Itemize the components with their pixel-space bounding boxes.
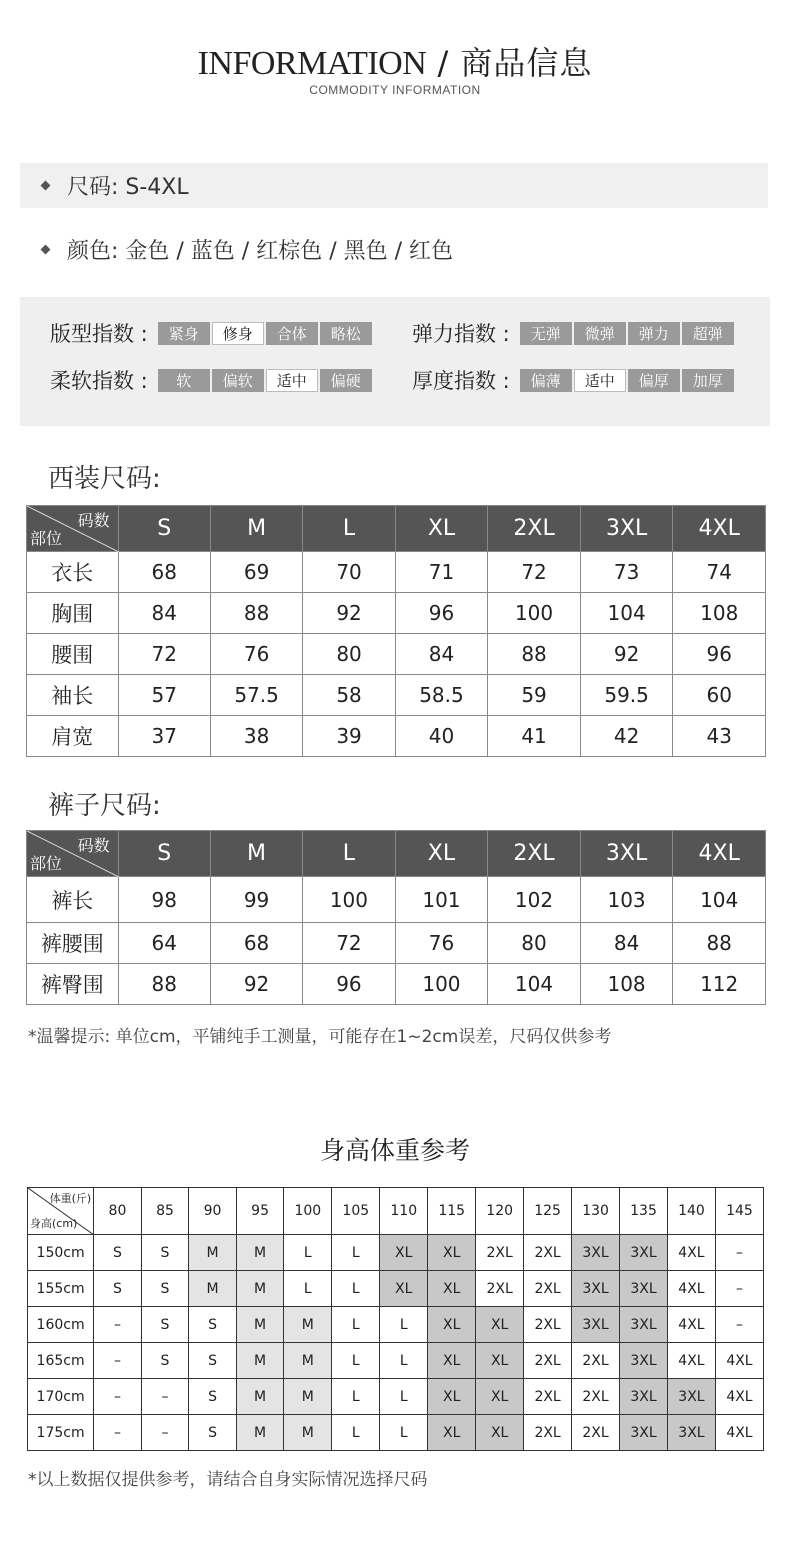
size-value-cell: 2XL <box>572 1379 620 1415</box>
size-value-cell: 4XL <box>715 1343 763 1379</box>
value-cell: 42 <box>580 716 673 757</box>
size-value-cell: – <box>715 1307 763 1343</box>
page-title <box>0 38 790 84</box>
index-options <box>520 322 736 345</box>
value-cell: 96 <box>303 964 396 1005</box>
size-value-cell: S <box>189 1415 237 1451</box>
size-header-cell: XL <box>395 506 488 552</box>
table-row <box>27 593 766 634</box>
index-option-chip: 偏硬 <box>320 369 372 392</box>
value-cell: 84 <box>580 923 673 964</box>
table-row <box>28 1307 764 1343</box>
size-value-cell: XL <box>380 1235 428 1271</box>
color-info-text: 颜色: 金色 / 蓝色 / 红棕色 / 黑色 / 红色 <box>67 239 453 264</box>
value-cell: 37 <box>118 716 210 757</box>
weight-header-cell: 100 <box>284 1188 332 1235</box>
value-cell: 58.5 <box>395 675 488 716</box>
table-row <box>27 675 766 716</box>
value-cell: 100 <box>488 593 581 634</box>
size-value-cell: M <box>236 1343 284 1379</box>
table-header-row <box>28 1188 764 1235</box>
size-header-cell: 2XL <box>488 506 581 552</box>
value-cell: 68 <box>210 923 302 964</box>
size-value-cell: 2XL <box>476 1271 524 1307</box>
size-value-cell: M <box>284 1379 332 1415</box>
suit-size-table <box>26 505 766 757</box>
value-cell: 76 <box>395 923 488 964</box>
value-cell: 108 <box>673 593 766 634</box>
size-value-cell: 2XL <box>524 1415 572 1451</box>
value-cell: 108 <box>580 964 673 1005</box>
corner-bottom-label: 部位 <box>30 529 63 548</box>
value-cell: 76 <box>210 634 303 675</box>
value-cell: 99 <box>210 877 302 923</box>
index-row <box>50 320 374 346</box>
value-cell: 84 <box>118 593 210 634</box>
size-value-cell: 4XL <box>667 1235 715 1271</box>
index-option-chip: 合体 <box>266 322 318 345</box>
size-value-cell: 4XL <box>667 1307 715 1343</box>
table-row <box>28 1415 764 1451</box>
weight-header-cell: 110 <box>380 1188 428 1235</box>
index-row <box>412 367 736 393</box>
value-cell: 73 <box>580 552 673 593</box>
size-value-cell: 2XL <box>524 1271 572 1307</box>
weight-header-cell: 90 <box>189 1188 237 1235</box>
size-header-cell: 4XL <box>673 506 766 552</box>
table-row <box>28 1379 764 1415</box>
size-value-cell: 2XL <box>524 1235 572 1271</box>
size-value-cell: L <box>332 1307 380 1343</box>
value-cell: 88 <box>673 923 766 964</box>
size-value-cell: S <box>141 1307 189 1343</box>
value-cell: 92 <box>210 964 302 1005</box>
table-corner-cell <box>27 506 119 552</box>
value-cell: 92 <box>580 634 673 675</box>
size-value-cell: 3XL <box>572 1271 620 1307</box>
index-label: 弹力指数 : <box>412 322 510 346</box>
size-value-cell: XL <box>476 1343 524 1379</box>
size-value-cell: 3XL <box>572 1307 620 1343</box>
size-value-cell: 2XL <box>524 1343 572 1379</box>
height-label-cell: 160cm <box>28 1307 94 1343</box>
index-option-chip: 超弹 <box>682 322 734 345</box>
size-value-cell: 3XL <box>667 1379 715 1415</box>
size-value-cell: 2XL <box>572 1343 620 1379</box>
table-row <box>27 877 766 923</box>
height-label-cell: 165cm <box>28 1343 94 1379</box>
value-cell: 60 <box>673 675 766 716</box>
weight-header-cell: 105 <box>332 1188 380 1235</box>
part-label-cell: 腰围 <box>27 634 119 675</box>
size-value-cell: L <box>380 1415 428 1451</box>
table-row <box>27 964 766 1005</box>
corner-top-label: 码数 <box>77 511 110 530</box>
size-header-cell: 2XL <box>488 831 581 877</box>
size-header-cell: 3XL <box>580 506 673 552</box>
value-cell: 58 <box>303 675 395 716</box>
size-value-cell: XL <box>428 1271 476 1307</box>
weight-header-cell: 125 <box>524 1188 572 1235</box>
size-value-cell: S <box>94 1271 142 1307</box>
value-cell: 92 <box>303 593 395 634</box>
size-value-cell: L <box>380 1379 428 1415</box>
size-value-cell: 4XL <box>715 1415 763 1451</box>
table-row <box>27 716 766 757</box>
table-row <box>27 552 766 593</box>
size-header-cell: L <box>303 831 396 877</box>
value-cell: 104 <box>488 964 581 1005</box>
index-row <box>50 367 374 393</box>
size-value-cell: S <box>141 1343 189 1379</box>
size-value-cell: XL <box>476 1307 524 1343</box>
size-value-cell: S <box>94 1235 142 1271</box>
size-header-cell: XL <box>395 831 488 877</box>
value-cell: 98 <box>118 877 210 923</box>
size-value-cell: – <box>715 1235 763 1271</box>
index-option-chip: 无弹 <box>520 322 572 345</box>
size-value-cell: M <box>236 1379 284 1415</box>
size-value-cell: XL <box>476 1415 524 1451</box>
size-value-cell: 2XL <box>572 1415 620 1451</box>
size-value-cell: 3XL <box>620 1415 668 1451</box>
value-cell: 72 <box>303 923 396 964</box>
index-label: 版型指数 : <box>50 322 148 346</box>
value-cell: 57.5 <box>210 675 303 716</box>
table-corner-cell <box>28 1188 94 1235</box>
size-value-cell: L <box>380 1343 428 1379</box>
index-option-chip: 修身 <box>212 322 264 345</box>
index-options <box>158 322 374 345</box>
corner-top-label: 码数 <box>77 836 110 855</box>
index-option-chip: 紧身 <box>158 322 210 345</box>
table-header-row <box>27 831 766 877</box>
corner-top-label: 体重(斤) <box>49 1192 92 1205</box>
size-value-cell: L <box>332 1415 380 1451</box>
value-cell: 80 <box>303 634 395 675</box>
part-label-cell: 裤臀围 <box>27 964 119 1005</box>
table-corner-cell <box>27 831 119 877</box>
size-value-cell: XL <box>428 1235 476 1271</box>
size-value-cell: – <box>141 1415 189 1451</box>
size-value-cell: 2XL <box>524 1379 572 1415</box>
suit-size-title: 西装尺码: <box>48 464 161 494</box>
value-cell: 100 <box>303 877 396 923</box>
size-value-cell: – <box>94 1307 142 1343</box>
value-cell: 38 <box>210 716 303 757</box>
size-value-cell: XL <box>428 1379 476 1415</box>
height-weight-title: 身高体重参考 <box>319 1136 470 1165</box>
value-cell: 40 <box>395 716 488 757</box>
size-header-cell: 4XL <box>673 831 766 877</box>
pants-size-table <box>26 830 766 1005</box>
size-value-cell: – <box>94 1343 142 1379</box>
index-label: 厚度指数 : <box>412 369 510 393</box>
value-cell: 84 <box>395 634 488 675</box>
height-label-cell: 170cm <box>28 1379 94 1415</box>
size-value-cell: 3XL <box>620 1235 668 1271</box>
value-cell: 88 <box>118 964 210 1005</box>
size-info-text: 尺码: S-4XL <box>67 175 189 200</box>
size-value-cell: M <box>189 1271 237 1307</box>
size-value-cell: S <box>189 1307 237 1343</box>
value-cell: 101 <box>395 877 488 923</box>
index-option-chip: 偏厚 <box>628 369 680 392</box>
weight-header-cell: 135 <box>620 1188 668 1235</box>
weight-header-cell: 115 <box>428 1188 476 1235</box>
size-value-cell: S <box>189 1343 237 1379</box>
height-label-cell: 175cm <box>28 1415 94 1451</box>
size-value-cell: 3XL <box>620 1271 668 1307</box>
measurement-note: *温馨提示: 单位cm，平铺纯手工测量，可能存在1~2cm误差，尺码仅供参考 <box>28 1027 612 1047</box>
value-cell: 43 <box>673 716 766 757</box>
value-cell: 64 <box>118 923 210 964</box>
reference-note: *以上数据仅提供参考，请结合自身实际情况选择尺码 <box>28 1470 428 1490</box>
part-label-cell: 胸围 <box>27 593 119 634</box>
value-cell: 59.5 <box>580 675 673 716</box>
weight-header-cell: 130 <box>572 1188 620 1235</box>
index-label: 柔软指数 : <box>50 369 148 393</box>
table-row <box>27 634 766 675</box>
size-value-cell: XL <box>428 1343 476 1379</box>
pants-size-title: 裤子尺码: <box>48 791 161 821</box>
page-subtitle: COMMODITY INFORMATION <box>309 83 481 97</box>
table-row <box>28 1235 764 1271</box>
corner-bottom-label: 部位 <box>30 854 63 873</box>
size-value-cell: 3XL <box>667 1415 715 1451</box>
height-label-cell: 150cm <box>28 1235 94 1271</box>
value-cell: 74 <box>673 552 766 593</box>
index-option-chip: 偏软 <box>212 369 264 392</box>
value-cell: 88 <box>488 634 581 675</box>
value-cell: 80 <box>488 923 581 964</box>
index-option-chip: 适中 <box>574 369 626 392</box>
size-value-cell: 3XL <box>620 1343 668 1379</box>
value-cell: 112 <box>673 964 766 1005</box>
title-separator: / <box>426 44 461 82</box>
index-options <box>520 369 736 392</box>
part-label-cell: 裤长 <box>27 877 119 923</box>
size-value-cell: 3XL <box>572 1235 620 1271</box>
size-header-cell: S <box>118 831 210 877</box>
value-cell: 96 <box>395 593 488 634</box>
value-cell: 39 <box>303 716 395 757</box>
value-cell: 72 <box>118 634 210 675</box>
size-header-cell: S <box>118 506 210 552</box>
size-value-cell: M <box>236 1271 284 1307</box>
value-cell: 102 <box>488 877 581 923</box>
weight-header-cell: 145 <box>715 1188 763 1235</box>
size-value-cell: 4XL <box>667 1343 715 1379</box>
size-header-cell: M <box>210 831 302 877</box>
size-header-cell: L <box>303 506 395 552</box>
index-option-chip: 略松 <box>320 322 372 345</box>
size-info-row <box>20 163 768 208</box>
value-cell: 70 <box>303 552 395 593</box>
title-cn: 商品信息 <box>460 44 593 82</box>
weight-header-cell: 95 <box>236 1188 284 1235</box>
size-value-cell: M <box>189 1235 237 1271</box>
value-cell: 104 <box>580 593 673 634</box>
corner-bottom-label: 身高(cm) <box>30 1217 78 1230</box>
table-header-row <box>27 506 766 552</box>
size-value-cell: M <box>236 1415 284 1451</box>
value-cell: 72 <box>488 552 581 593</box>
size-value-cell: S <box>141 1235 189 1271</box>
value-cell: 88 <box>210 593 303 634</box>
index-option-chip: 偏薄 <box>520 369 572 392</box>
size-value-cell: L <box>332 1343 380 1379</box>
part-label-cell: 裤腰围 <box>27 923 119 964</box>
value-cell: 69 <box>210 552 303 593</box>
color-info-row <box>20 227 768 272</box>
size-value-cell: – <box>94 1415 142 1451</box>
index-option-chip: 软 <box>158 369 210 392</box>
part-label-cell: 衣长 <box>27 552 119 593</box>
weight-header-cell: 140 <box>667 1188 715 1235</box>
size-value-cell: XL <box>380 1271 428 1307</box>
size-value-cell: L <box>380 1307 428 1343</box>
value-cell: 57 <box>118 675 210 716</box>
index-options <box>158 369 374 392</box>
size-value-cell: XL <box>476 1379 524 1415</box>
diamond-bullet-icon <box>41 181 51 191</box>
value-cell: 100 <box>395 964 488 1005</box>
index-panel <box>20 297 770 426</box>
index-option-chip: 微弹 <box>574 322 626 345</box>
weight-header-cell: 120 <box>476 1188 524 1235</box>
size-value-cell: S <box>189 1379 237 1415</box>
size-value-cell: L <box>332 1235 380 1271</box>
size-value-cell: 4XL <box>715 1379 763 1415</box>
title-en: INFORMATION <box>197 45 427 82</box>
table-row <box>27 923 766 964</box>
table-row <box>28 1271 764 1307</box>
value-cell: 96 <box>673 634 766 675</box>
size-value-cell: – <box>94 1379 142 1415</box>
size-value-cell: 2XL <box>524 1307 572 1343</box>
height-label-cell: 155cm <box>28 1271 94 1307</box>
weight-header-cell: 80 <box>94 1188 142 1235</box>
value-cell: 71 <box>395 552 488 593</box>
size-value-cell: XL <box>428 1415 476 1451</box>
size-header-cell: 3XL <box>580 831 673 877</box>
size-value-cell: – <box>141 1379 189 1415</box>
size-value-cell: 3XL <box>620 1379 668 1415</box>
size-value-cell: XL <box>428 1307 476 1343</box>
value-cell: 68 <box>118 552 210 593</box>
value-cell: 103 <box>580 877 673 923</box>
size-value-cell: S <box>141 1271 189 1307</box>
height-weight-table <box>27 1187 764 1451</box>
size-value-cell: L <box>284 1235 332 1271</box>
value-cell: 41 <box>488 716 581 757</box>
value-cell: 104 <box>673 877 766 923</box>
size-value-cell: L <box>332 1271 380 1307</box>
size-header-cell: M <box>210 506 303 552</box>
part-label-cell: 袖长 <box>27 675 119 716</box>
size-value-cell: M <box>236 1235 284 1271</box>
size-value-cell: M <box>284 1307 332 1343</box>
index-option-chip: 适中 <box>266 369 318 392</box>
size-value-cell: M <box>284 1343 332 1379</box>
diamond-bullet-icon <box>41 245 51 255</box>
size-value-cell: M <box>284 1415 332 1451</box>
value-cell: 59 <box>488 675 581 716</box>
size-value-cell: L <box>332 1379 380 1415</box>
size-value-cell: 2XL <box>476 1235 524 1271</box>
table-row <box>28 1343 764 1379</box>
index-row <box>412 320 736 346</box>
size-value-cell: 4XL <box>667 1271 715 1307</box>
size-value-cell: – <box>715 1271 763 1307</box>
weight-header-cell: 85 <box>141 1188 189 1235</box>
size-value-cell: 3XL <box>620 1307 668 1343</box>
index-option-chip: 弹力 <box>628 322 680 345</box>
size-value-cell: L <box>284 1271 332 1307</box>
index-option-chip: 加厚 <box>682 369 734 392</box>
part-label-cell: 肩宽 <box>27 716 119 757</box>
size-value-cell: M <box>236 1307 284 1343</box>
